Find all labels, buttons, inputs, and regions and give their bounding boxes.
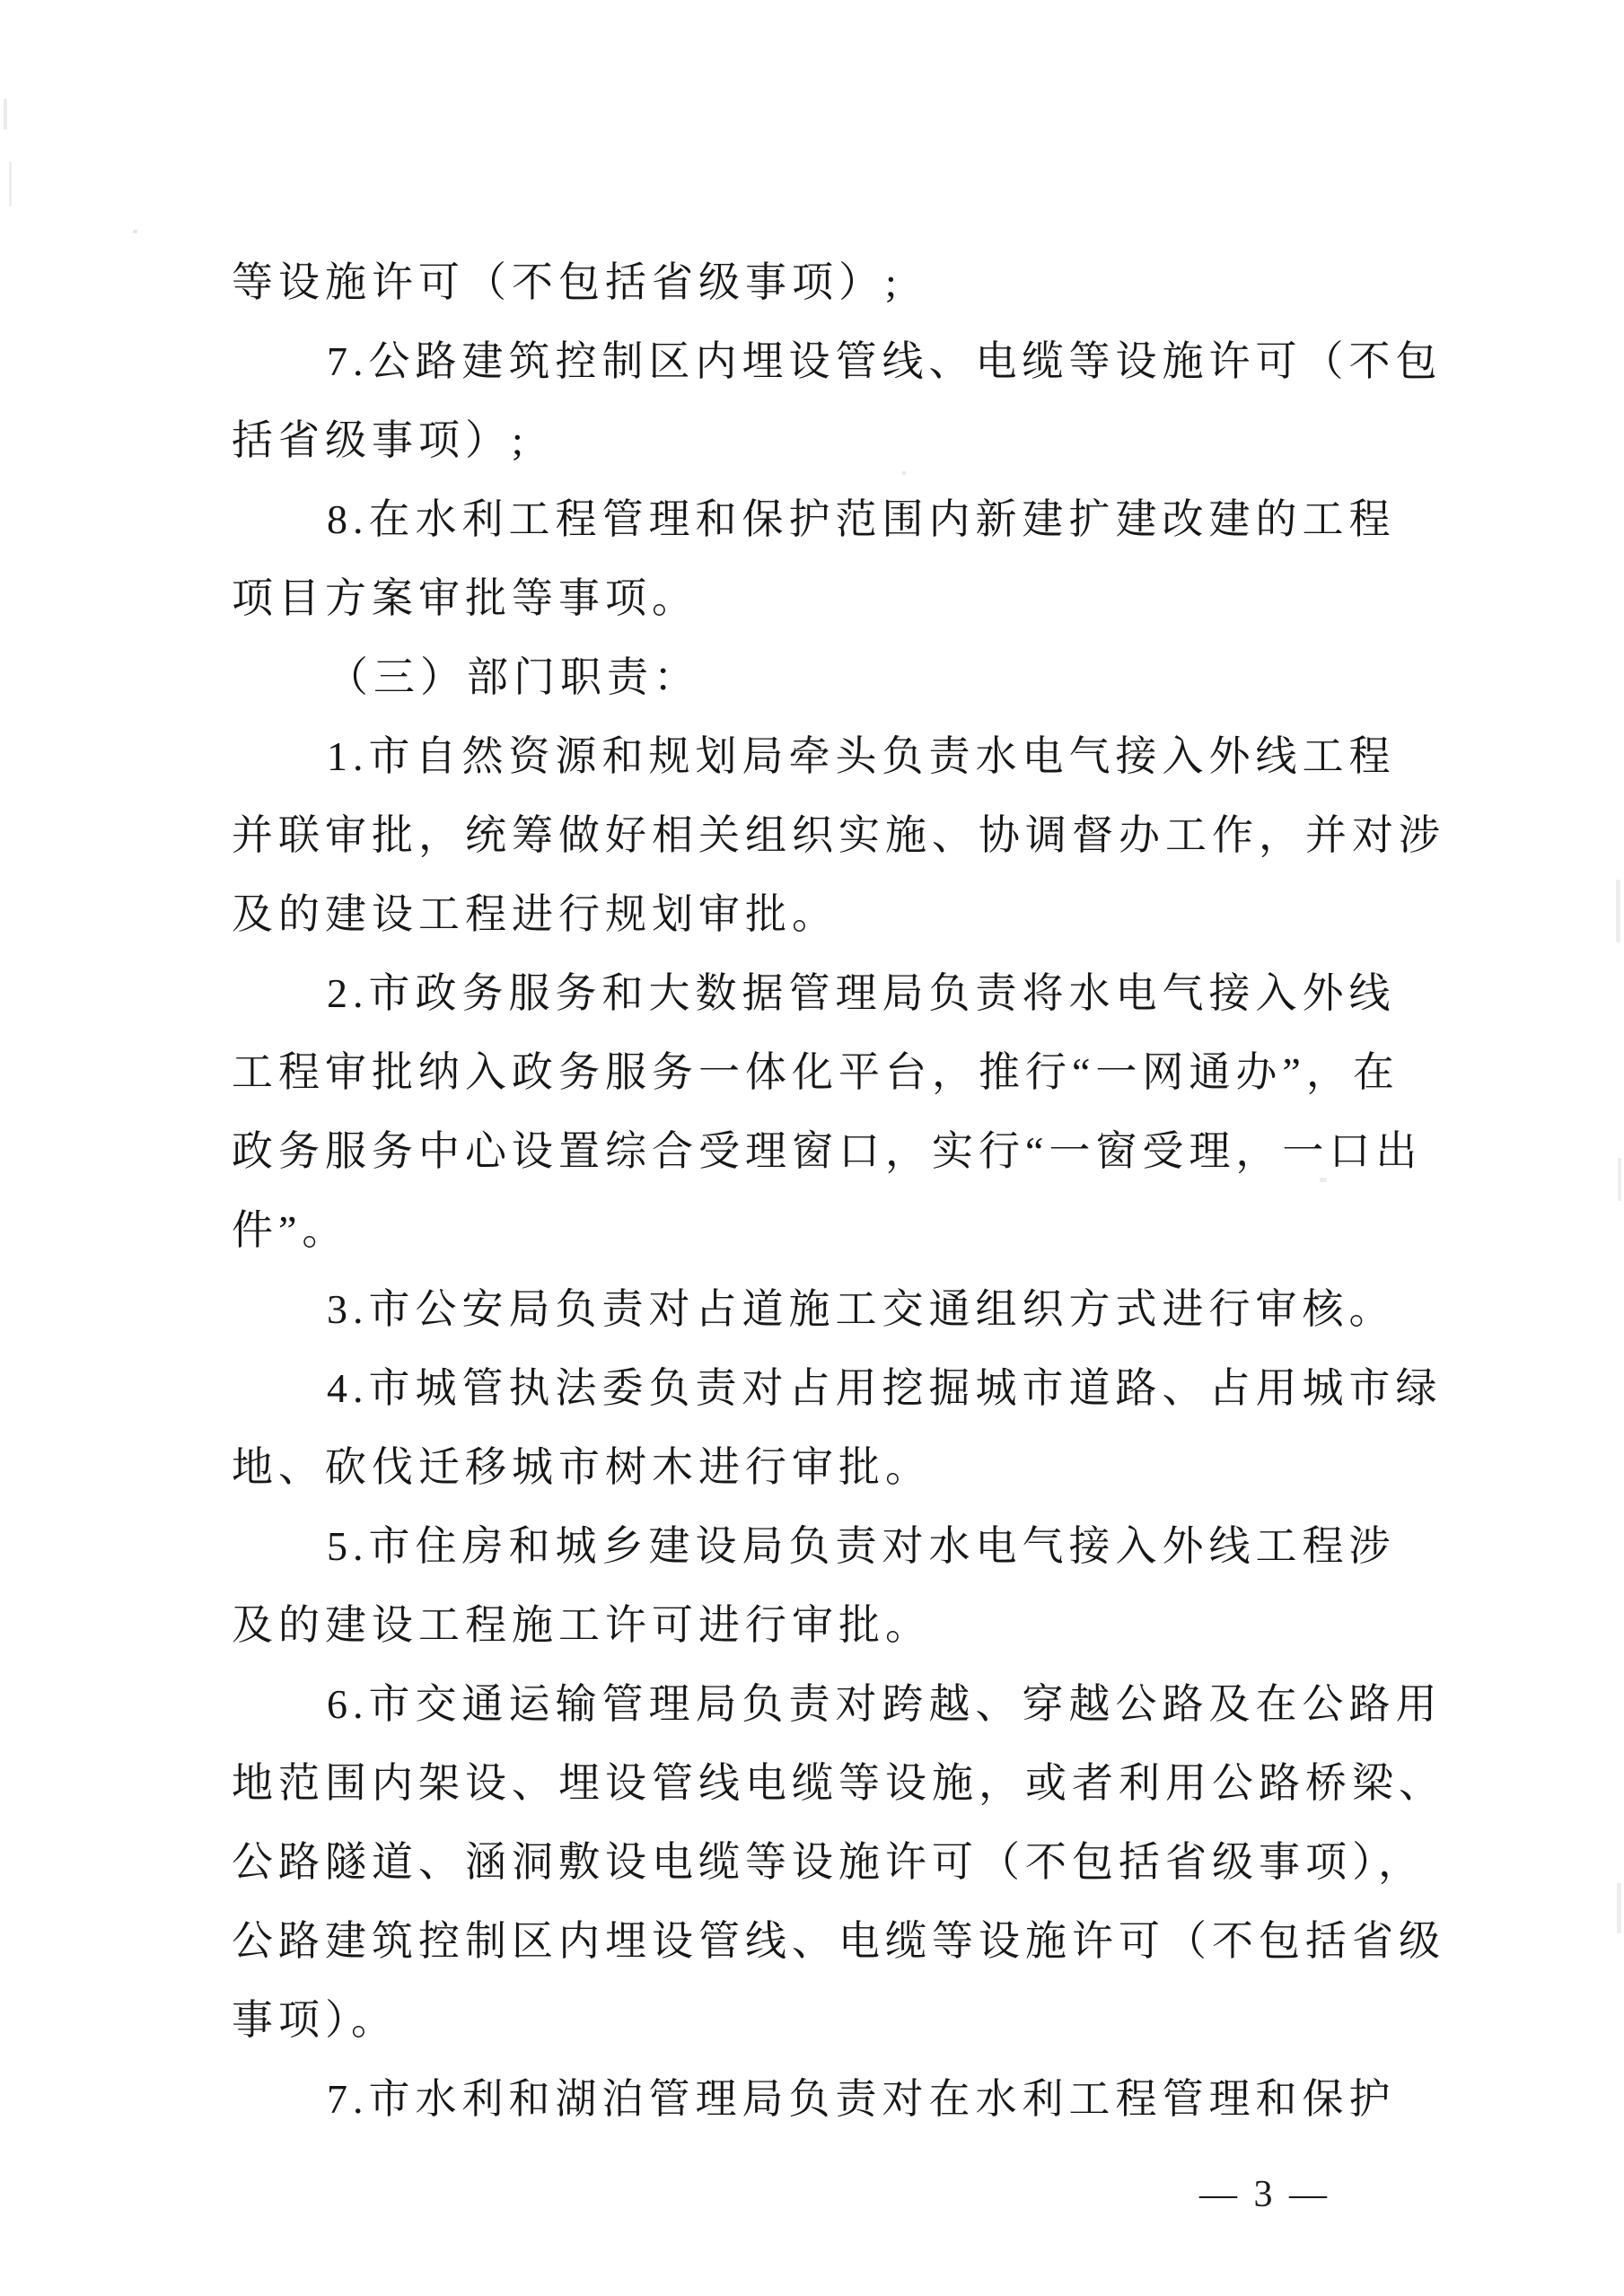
scan-noise-speck [133,230,137,233]
document-line: 及的建设工程施工许可进行审批。 [232,1602,932,1648]
document-line: 项目方案审批等事项。 [232,575,698,621]
document-line: 等设施许可（不包括省级事项）; [232,259,902,305]
document-line: 件”。 [232,1207,349,1253]
scan-noise-speck [1616,880,1620,942]
document-line: 7.市水利和湖泊管理局负责对在水利工程管理和保护 [327,2076,1396,2122]
document-line: 7.公路建筑控制区内埋设管线、电缆等设施许可（不包 [327,338,1443,384]
document-line: 3.市公安局负责对占道施工交通组织方式进行审核。 [327,1286,1396,1332]
document-line: 及的建设工程进行规划审批。 [232,891,838,937]
document-line: 公路建筑控制区内埋设管线、电缆等设施许可（不包括省级 [232,1918,1445,1964]
scan-noise-speck [1618,1158,1621,1201]
scan-noise-speck [9,162,12,206]
document-line: 6.市交通运输管理局负责对跨越、穿越公路及在公路用 [327,1681,1443,1727]
document-line: 8.在水利工程管理和保护范围内新建扩建改建的工程 [327,496,1396,542]
document-line: 地、砍伐迁移城市树木进行审批。 [232,1444,932,1490]
page-number: — 3 — [1199,2174,1330,2215]
scan-noise-speck [1617,1883,1621,1933]
document-line: 2.市政务服务和大数据管理局负责将水电气接入外线 [327,970,1396,1016]
document-line: 地范围内架设、埋设管线电缆等设施，或者利用公路桥梁、 [232,1760,1445,1806]
scan-noise-speck [4,99,7,129]
document-line: 事项）。 [232,1997,398,2043]
document-line: 政务服务中心设置综合受理窗口，实行“一窗受理，一口出 [232,1128,1423,1174]
document-line: 工程审批纳入政务服务一体化平台，推行“一网通办”，在 [232,1049,1400,1095]
scan-noise-speck [902,471,906,475]
document-line: 公路隧道、涵洞敷设电缆等设施许可（不包括省级事项）， [232,1839,1425,1885]
document-line: 括省级事项）; [232,417,529,463]
document-line: 1.市自然资源和规划局牵头负责水电气接入外线工程 [327,733,1396,779]
document-line: 并联审批，统筹做好相关组织实施、协调督办工作，并对涉 [232,812,1445,858]
document-section-heading: （三）部门职责： [327,654,700,700]
document-line: 5.市住房和城乡建设局负责对水电气接入外线工程涉 [327,1523,1396,1569]
scan-noise-speck [1320,1178,1327,1182]
document-line: 4.市城管执法委负责对占用挖掘城市道路、占用城市绿 [327,1365,1443,1411]
document-body [232,243,1445,2139]
